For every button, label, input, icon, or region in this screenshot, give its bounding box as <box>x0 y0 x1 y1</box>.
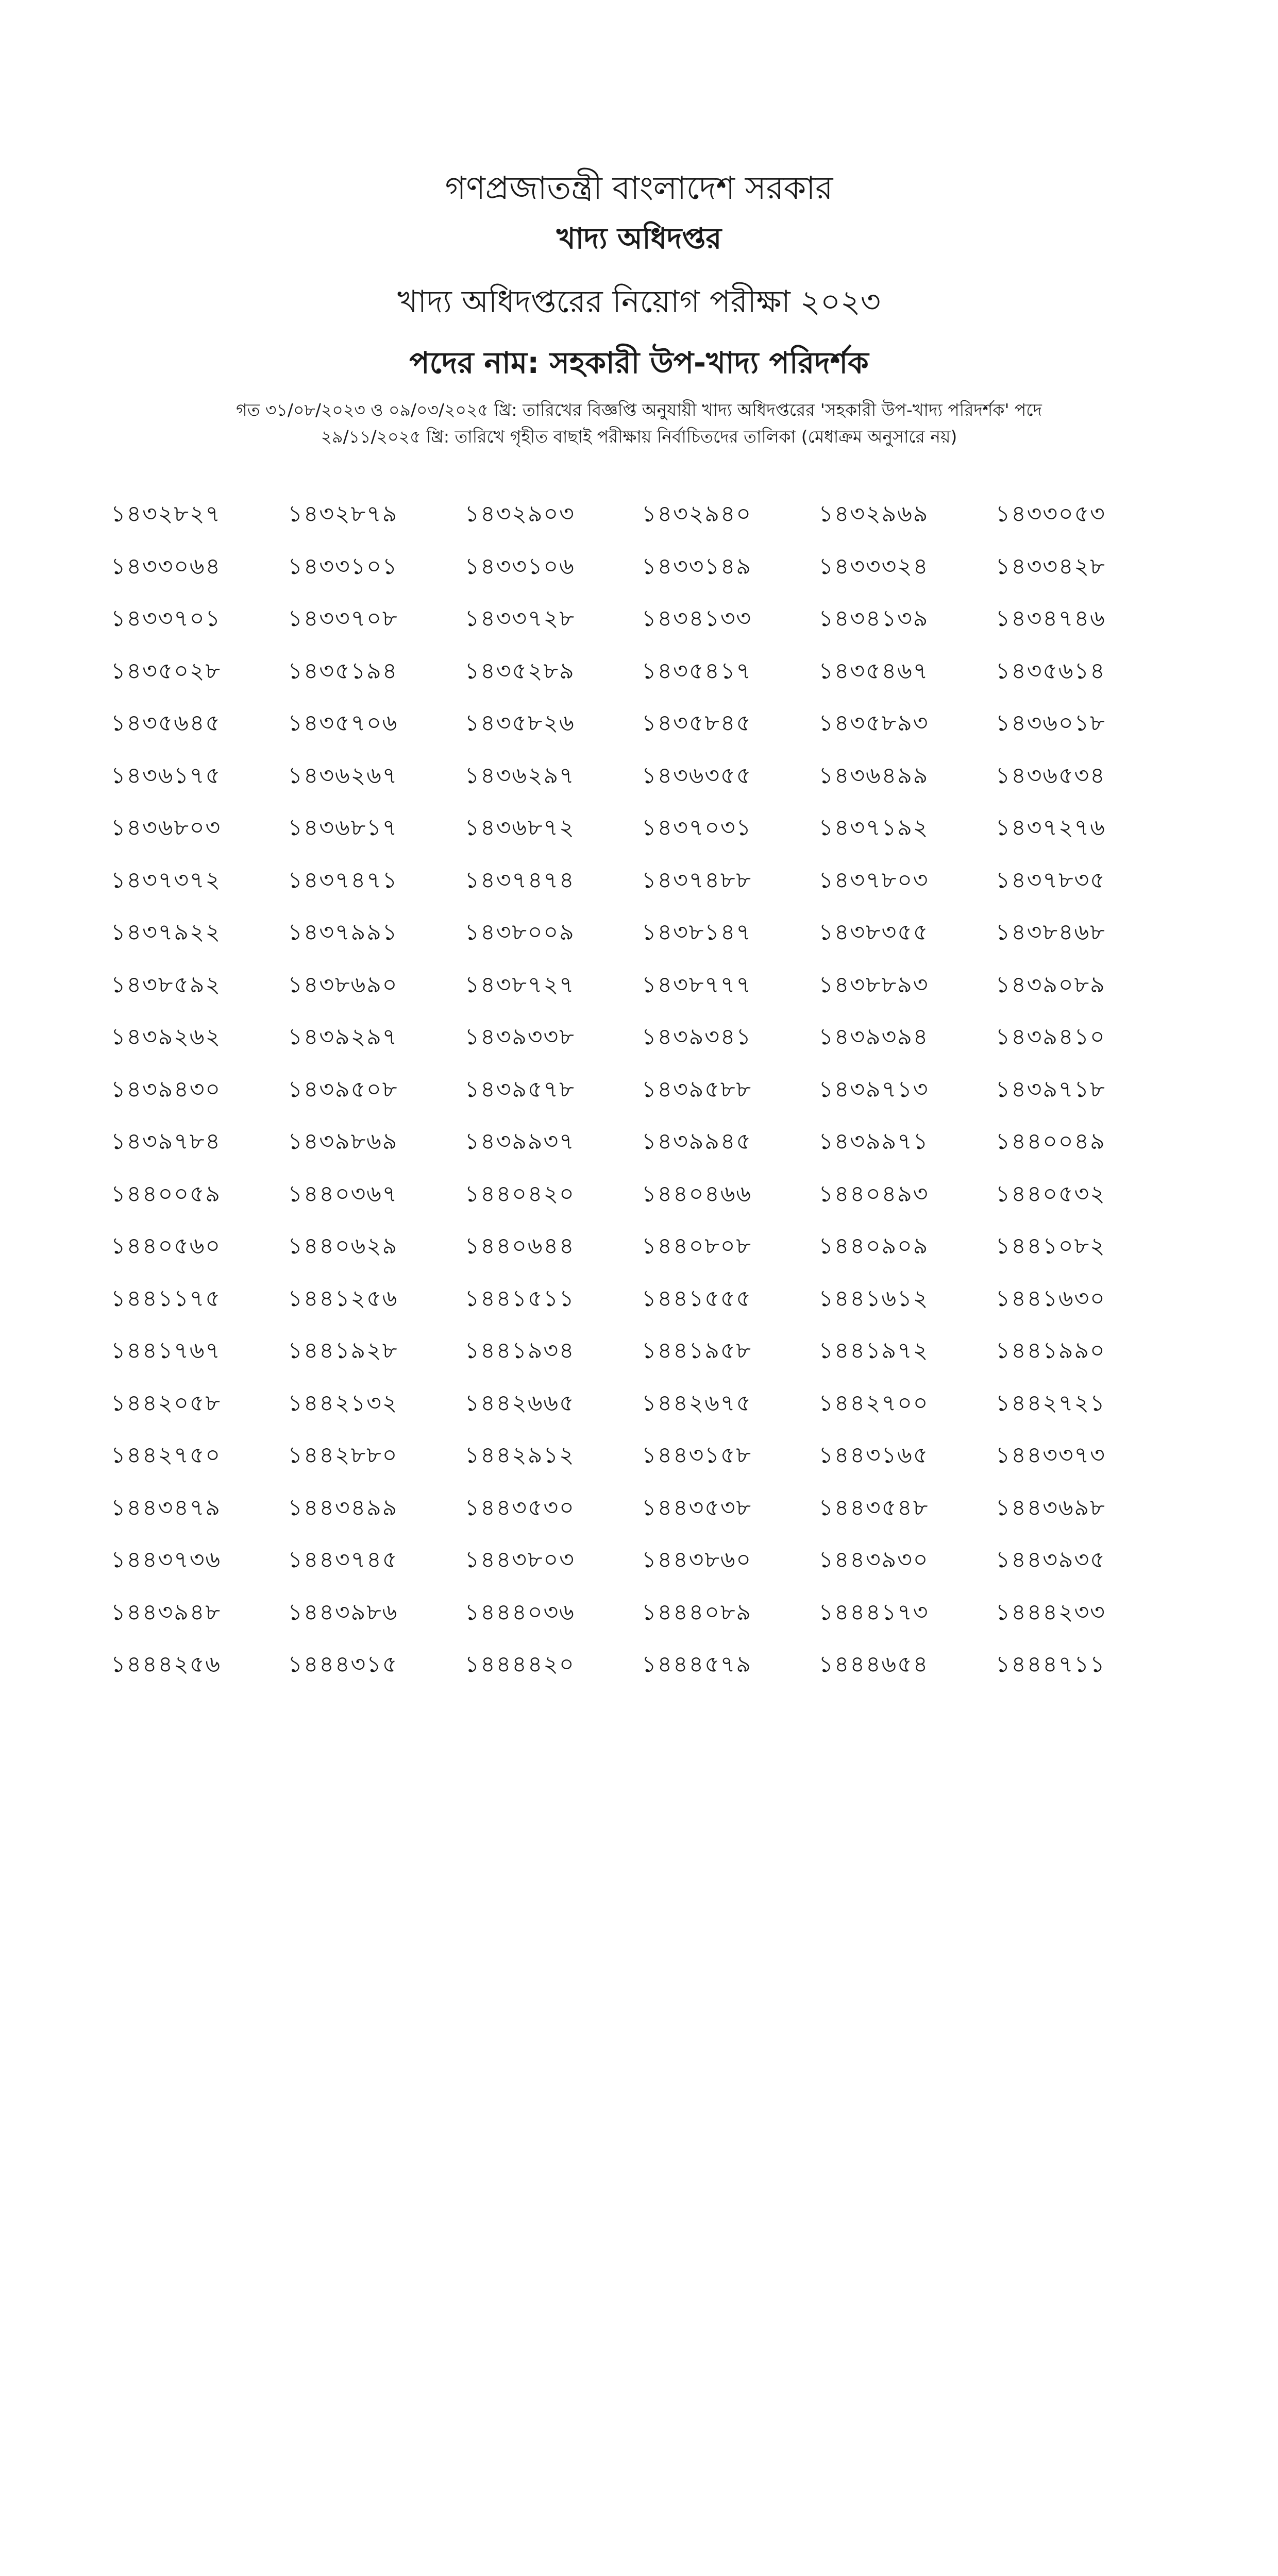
roll-number-cell: ১৪৪২৬৭৫ <box>642 1389 752 1416</box>
roll-number-cell: ১৪৪৩৫৩৮ <box>642 1494 752 1521</box>
roll-number-cell: ১৪৩৬২৬৭ <box>288 762 398 789</box>
roll-number-cell: ১৪৩৯৭১৩ <box>818 1076 929 1103</box>
roll-number-cell: ১৪৪২৭০০ <box>818 1389 929 1416</box>
roll-number-cell: ১৪৪৩৭৩৬ <box>111 1547 222 1573</box>
roll-number-cell: ১৪৩৯৯৩৭ <box>464 1128 575 1155</box>
roll-number-cell: ১৪৪৩১৫৮ <box>642 1442 752 1469</box>
roll-number-cell: ১৪৩৯০৮৯ <box>995 971 1106 998</box>
department-title: খাদ্য অধিদপ্তর <box>556 222 722 256</box>
roll-number-cell: ১৪৪০০৫৯ <box>111 1180 221 1207</box>
roll-number-cell: ১৪৩৩১৪৯ <box>642 553 752 580</box>
roll-number-cell: ১৪৩৮৪৬৮ <box>995 919 1106 946</box>
roll-number-cell: ১৪৩২৯৬৯ <box>818 501 929 528</box>
notice-line-1: গত ৩১/০৮/২০২৩ ও ০৯/০৩/২০২৫ খ্রি: তারিখের বিজ্ঞপ্তি অনুযায়ী খাদ্য অধিদপ্তরের 'সহকারী উপ-খাদ্য পরিদর্শক' পদে <box>236 400 1042 420</box>
roll-number-cell: ১৪৩৫৭০৬ <box>288 710 398 737</box>
roll-number-cell: ১৪৩৩০৬৪ <box>111 553 222 580</box>
roll-number-cell: ১৪৩৩৭০৮ <box>288 605 398 632</box>
roll-number-cell: ১৪৩৭২৭৬ <box>995 815 1106 841</box>
roll-number-cell: ১৪৩৬৫৩৪ <box>995 762 1106 789</box>
roll-number-cell: ১৪৩৪১৩৩ <box>642 605 752 632</box>
roll-number-cell: ১৪৩৫২৮৯ <box>464 657 575 684</box>
roll-number-cell: ১৪৪১০৮২ <box>995 1233 1106 1260</box>
roll-number-cell: ১৪৩৫৮৯৩ <box>818 710 929 737</box>
roll-number-cell: ১৪৪৪৩১৫ <box>288 1651 398 1678</box>
roll-number-cell: ১৪৩৫৬১৪ <box>995 657 1106 684</box>
roll-number-cell: ১৪৪২৬৬৫ <box>464 1389 575 1416</box>
roll-number-cell: ১৪৩৮১৪৭ <box>642 919 752 946</box>
roll-number-cell: ১৪৩৬৩৫৫ <box>642 762 752 789</box>
roll-number-cell: ১৪৪২০৫৮ <box>111 1389 221 1416</box>
roll-number-cell: ১৪৩৬১৭৫ <box>111 762 222 789</box>
roll-number-cell: ১৪৩৮৭৭৭ <box>642 971 752 998</box>
roll-number-cell: ১৪৪৪৭১১ <box>995 1651 1106 1678</box>
roll-number-cell: ১৪৩৩৩২৪ <box>818 553 929 580</box>
roll-number-cell: ১৪৪২৭৫০ <box>111 1442 222 1469</box>
roll-number-cell: ১৪৩৯৫৮৮ <box>642 1076 752 1103</box>
roll-number-cell: ১৪৪৩১৬৫ <box>818 1442 929 1469</box>
roll-number-cell: ১৪৩৬৮৭২ <box>464 815 575 841</box>
roll-number-cell: ১৪৩৭৯৯১ <box>288 919 398 946</box>
roll-number-cell: ১৪৩৫৪১৭ <box>642 657 752 684</box>
roll-number-cell: ১৪৪৩৯৪৮ <box>111 1599 221 1625</box>
roll-number-cell: ১৪৪৩৪৯৯ <box>288 1494 398 1521</box>
roll-number-cell: ১৪৩৭৪৮৮ <box>642 867 752 893</box>
roll-number-cell: ১৪৪০৬৪৪ <box>464 1233 575 1260</box>
roll-number-cell: ১৪৩৭৮০৩ <box>818 867 929 893</box>
roll-number-cell: ১৪৩৭১৯২ <box>818 815 929 841</box>
roll-number-cell: ১৪৩৮৫৯২ <box>111 971 221 998</box>
notice-text <box>103 397 1175 450</box>
roll-number-cell: ১৪৪১৫৫৫ <box>642 1285 752 1312</box>
roll-number-cell: ১৪৩৯৮৬৯ <box>288 1128 398 1155</box>
roll-number-cell: ১৪৪৩৮৬০ <box>642 1547 752 1573</box>
roll-number-cell: ১৪৪৪৪২০ <box>464 1651 575 1678</box>
roll-number-cell: ১৪৩৭৮৩৫ <box>995 867 1106 893</box>
roll-number-cell: ১৪৩৭৯২২ <box>111 919 222 946</box>
roll-number-cell: ১৪৪৪০৮৯ <box>642 1599 752 1625</box>
roll-number-cell: ১৪৩২৯০৩ <box>464 501 575 528</box>
roll-number-cell: ১৪৩৯২৯৭ <box>288 1024 398 1050</box>
roll-number-cell: ১৪৩৭৩৭২ <box>111 867 222 893</box>
roll-number-cell: ১৪৪৩৩৭৩ <box>995 1442 1106 1469</box>
roll-number-cell: ১৪৪৪৬৫৪ <box>818 1651 929 1678</box>
roll-number-cell: ১৪৪৩৮০৩ <box>464 1547 575 1573</box>
roll-number-cell: ১৪৪৩৯৩৫ <box>995 1547 1106 1573</box>
roll-number-cell: ১৪৩২৯৪০ <box>642 501 752 528</box>
roll-number-cell: ১৪৩৯৯৪৫ <box>642 1128 752 1155</box>
roll-number-cell: ১৪৩৯৪১০ <box>995 1024 1106 1050</box>
roll-number-cell: ১৪৩২৮৭৯ <box>288 501 398 528</box>
roll-number-cell: ১৪৪৪২৫৬ <box>111 1651 221 1678</box>
roll-number-cell: ১৪৩৫৬৪৫ <box>111 710 221 737</box>
roll-number-cell: ১৪৪১৯৩৪ <box>464 1337 575 1364</box>
roll-number-cell: ১৪৩৯৫০৮ <box>288 1076 398 1103</box>
roll-number-cell: ১৪৪০৫৬০ <box>111 1233 222 1260</box>
roll-number-cell: ১৪৩৫৮২৬ <box>464 710 575 737</box>
roll-number-cell: ১৪৪৪০৩৬ <box>464 1599 575 1625</box>
roll-number-cell: ১৪৩৩১০৬ <box>464 553 575 580</box>
roll-number-cell: ১৪৩৫৪৬৭ <box>818 657 929 684</box>
roll-number-cell: ১৪৪৩৭৪৫ <box>288 1547 398 1573</box>
roll-number-cell: ১৪৪০৮০৮ <box>642 1233 752 1260</box>
roll-number-cell: ১৪৪১৫১১ <box>464 1285 575 1312</box>
roll-number-cell: ১৪৩৩০৫৩ <box>995 501 1106 528</box>
roll-number-cell: ১৪৩৩১০১ <box>288 553 398 580</box>
roll-number-cell: ১৪৩৯৭১৮ <box>995 1076 1106 1103</box>
roll-number-cell: ১৪৩৭৪৭১ <box>288 867 398 893</box>
roll-number-cell: ১৪৩৮০০৯ <box>464 919 575 946</box>
roll-number-cell: ১৪৩৭৪৭৪ <box>464 867 575 893</box>
roll-number-cell: ১৪৩৯২৬২ <box>111 1024 222 1050</box>
roll-number-cell: ১৪৪০৫৩২ <box>995 1180 1106 1207</box>
roll-number-cell: ১৪৪১৬৩০ <box>995 1285 1106 1312</box>
roll-number-cell: ১৪৪৪৫৭৯ <box>642 1651 752 1678</box>
roll-number-cell: ১৪৪২৮৮০ <box>288 1442 398 1469</box>
roll-number-cell: ১৪৪০৪৬৬ <box>642 1180 752 1207</box>
government-title: গণপ্রজাতন্ত্রী বাংলাদেশ সরকার <box>445 169 833 207</box>
roll-number-cell: ১৪৪০৪২০ <box>464 1180 575 1207</box>
roll-number-cell: ১৪৪৪২৩৩ <box>995 1599 1106 1625</box>
roll-number-cell: ১৪৪১৯৫৮ <box>642 1337 752 1364</box>
roll-number-cell: ১৪৪০৩৬৭ <box>288 1180 398 1207</box>
roll-number-cell: ১৪৩৮৭২৭ <box>464 971 575 998</box>
roll-number-cell: ১৪৪৩৯৩০ <box>818 1547 929 1573</box>
roll-number-cell: ১৪৪১৯৯০ <box>995 1337 1106 1364</box>
roll-number-cell: ১৪৪২১৩২ <box>288 1389 398 1416</box>
roll-number-cell: ১৪৪০০৪৯ <box>995 1128 1106 1155</box>
roll-number-cell: ১৪৩৯৯৭১ <box>818 1128 929 1155</box>
roll-number-cell: ১৪৪১১৭৫ <box>111 1285 221 1312</box>
roll-number-cell: ১৪৪৩৯৮৬ <box>288 1599 398 1625</box>
roll-number-cell: ১৪৩৪১৩৯ <box>818 605 929 632</box>
notice-line-2: ২৯/১১/২০২৫ খ্রি: তারিখে গৃহীত বাছাই পরীক্ষায় নির্বাচিতদের তালিকা (মেধাক্রম অনুসারে নয়) <box>321 427 957 447</box>
roll-number-cell: ১৪৪২৭২১ <box>995 1389 1106 1416</box>
roll-number-cell: ১৪৩২৮২৭ <box>111 501 222 528</box>
roll-number-cell: ১৪৪৪১৭৩ <box>818 1599 929 1625</box>
roll-number-cell: ১৪৩৯৩৩৮ <box>464 1024 575 1050</box>
roll-number-cell: ১৪৪১৯৭২ <box>818 1337 929 1364</box>
roll-number-cell: ১৪৩৬৮০৩ <box>111 815 222 841</box>
roll-number-cell: ১৪৩৯৭৮৪ <box>111 1128 221 1155</box>
roll-number-cell: ১৪৪০৪৯৩ <box>818 1180 929 1207</box>
roll-number-cell: ১৪৪১৬১২ <box>818 1285 929 1312</box>
roll-number-cell: ১৪৪১৯২৮ <box>288 1337 398 1364</box>
roll-number-cell: ১৪৩৩৪২৮ <box>995 553 1106 580</box>
roll-number-cell: ১৪৩৬০১৮ <box>995 710 1106 737</box>
roll-number-cell: ১৪৪২৯১২ <box>464 1442 575 1469</box>
roll-number-cell: ১৪৪০৬২৯ <box>288 1233 398 1260</box>
roll-number-cell: ১৪৩৮৩৫৫ <box>818 919 929 946</box>
roll-number-cell: ১৪৩৯৩৯৪ <box>818 1024 929 1050</box>
roll-number-cell: ১৪৩৯৪৩০ <box>111 1076 222 1103</box>
roll-number-cell: ১৪৩৯৫৭৮ <box>464 1076 575 1103</box>
roll-number-cell: ১৪৪৩৪৭৯ <box>111 1494 221 1521</box>
exam-title: খাদ্য অধিদপ্তরের নিয়োগ পরীক্ষা ২০২৩ <box>397 284 881 320</box>
roll-number-table <box>111 489 1172 1678</box>
post-title: পদের নাম: সহকারী উপ-খাদ্য পরিদর্শক <box>409 345 869 380</box>
roll-number-cell: ১৪৩৮৬৯০ <box>288 971 398 998</box>
roll-number-cell: ১৪৩৯৩৪১ <box>642 1024 752 1050</box>
roll-number-cell: ১৪৩৮৮৯৩ <box>818 971 929 998</box>
roll-number-cell: ১৪৪০৯০৯ <box>818 1233 929 1260</box>
roll-number-cell: ১৪৪৩৫৩০ <box>464 1494 575 1521</box>
roll-number-cell: ১৪৩৩৭২৮ <box>464 605 575 632</box>
roll-number-cell: ১৪৪৩৬৯৮ <box>995 1494 1106 1521</box>
roll-number-cell: ১৪৩৫৮৪৫ <box>642 710 752 737</box>
roll-number-cell: ১৪৩৪৭৪৬ <box>995 605 1106 632</box>
roll-number-cell: ১৪৩৬২৯৭ <box>464 762 575 789</box>
roll-number-cell: ১৪৩৩৭০১ <box>111 605 222 632</box>
roll-number-cell: ১৪৩৬৪৯৯ <box>818 762 929 789</box>
roll-number-cell: ১৪৩৭০৩১ <box>642 815 752 841</box>
roll-number-cell: ১৪৩৬৮১৭ <box>288 815 398 841</box>
roll-number-cell: ১৪৪৩৫৪৮ <box>818 1494 929 1521</box>
signature-footer <box>0 1664 1278 1767</box>
roll-number-cell: ১৪৪১২৫৬ <box>288 1285 398 1312</box>
roll-number-cell: ১৪৩৫১৯৪ <box>288 657 398 684</box>
roll-number-cell: ১৪৩৫০২৮ <box>111 657 222 684</box>
roll-number-cell: ১৪৪১৭৬৭ <box>111 1337 222 1364</box>
